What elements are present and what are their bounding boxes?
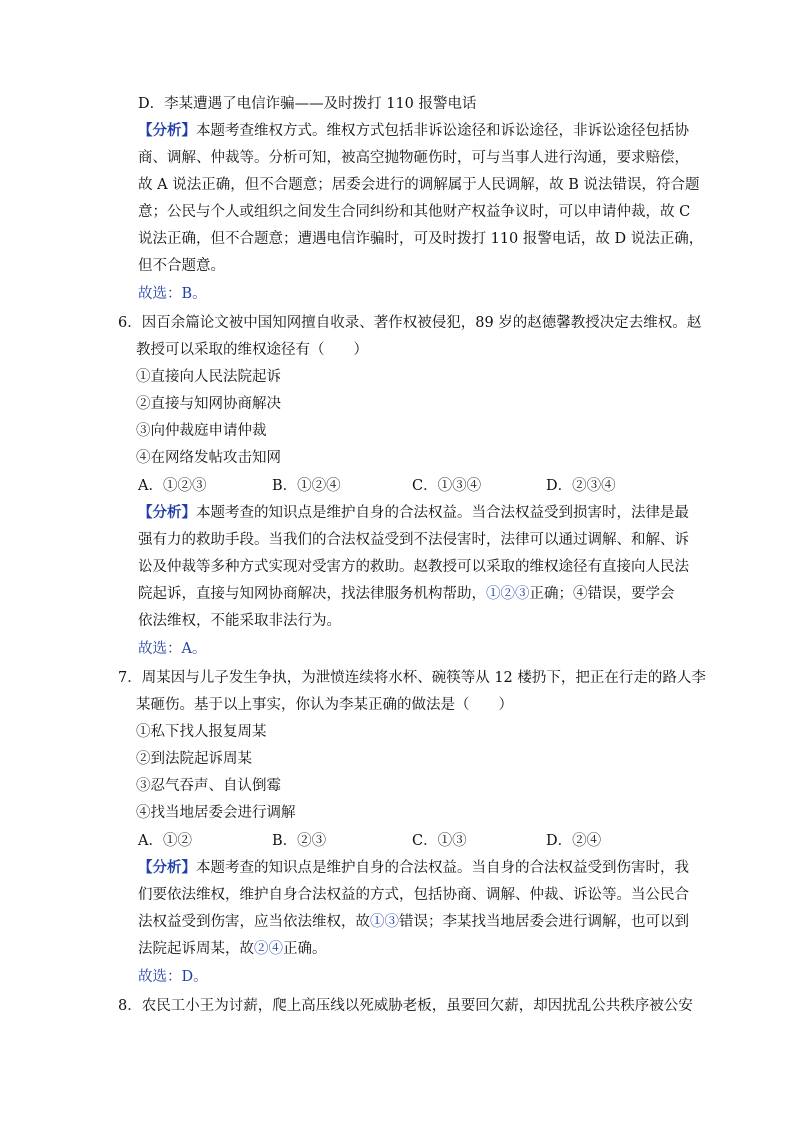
q8-stem-line-1: 8．农民工小王为讨薪，爬上高压线以死威胁老板，虽要回欠薪，却因扰乱公共秩序被公安: [118, 998, 693, 1014]
q7-analysis-line-2: 们要依法维权，维护自身合法权益的方式，包括协商、调解、仲裁、诉讼等。当公民合: [138, 887, 689, 903]
q5-analysis-line-6: 但不合题意。: [138, 258, 225, 274]
analysis-tag: 【分析】: [138, 122, 196, 139]
q7-analysis-line-3: 法权益受到伤害，应当依法维权，故①③错误；李某找当地居委会进行调解，也可以到: [138, 914, 689, 930]
q5-analysis-line-3: 故 A 说法正确，但不合题意；居委会进行的调解属于人民调解，故 B 说法错误，符合题: [138, 177, 700, 193]
analysis-tag: 【分析】: [138, 504, 196, 521]
q6-stem-line-2: 教授可以采取的维权途径有（ ）: [136, 342, 368, 358]
q6-item-3: ③向仲裁庭申请仲裁: [136, 423, 267, 439]
q5-analysis-line-2: 商、调解、仲裁等。分析可知，被高空抛物砸伤时，可与当事人进行沟通，要求赔偿，: [138, 150, 689, 166]
q7-item-4: ④找当地居委会进行调解: [136, 805, 296, 821]
q6-analysis-line-3: 讼及仲裁等多种方式实现对受害方的救助。赵教授可以采取的维权途径有直接向人民法: [138, 559, 689, 575]
q6-item-2: ②直接与知网协商解决: [136, 396, 281, 412]
q6-option-c: C．①③④: [412, 478, 482, 494]
highlight-circled-numbers: ②④: [254, 941, 283, 957]
q7-option-d: D．②④: [546, 833, 602, 849]
highlight-circled-numbers: ①③: [370, 914, 399, 930]
q5-option-d: D．李某遭遇了电信诈骗——及时拨打 110 报警电话: [138, 96, 477, 112]
q6-item-4: ④在网络发帖攻击知网: [136, 450, 281, 466]
q7-analysis-line-4: 法院起诉周某，故②④正确。: [138, 941, 327, 957]
q6-analysis-line-5: 依法维权，不能采取非法行为。: [138, 613, 341, 629]
q6-analysis-line-4: 院起诉，直接与知网协商解决，找法律服务机构帮助，①②③正确；④错误，要学会: [138, 586, 675, 602]
q6-option-b: B．①②④: [272, 478, 341, 494]
q6-option-a: A．①②③: [138, 478, 207, 494]
q6-analysis-line-1: 【分析】本题考查的知识点是维护自身的合法权益。当合法权益受到损害时，法律是最: [138, 504, 689, 521]
q7-stem-line-1: 7．周某因与儿子发生争执，为泄愤连续将水杯、碗筷等从 12 楼扔下，把正在行走的路人李: [118, 670, 706, 686]
q7-option-c: C．①③: [412, 833, 467, 849]
analysis-tag: 【分析】: [138, 859, 196, 876]
q5-analysis-line-1: 【分析】本题考查维权方式。维权方式包括非诉讼途径和诉讼途径，非诉讼途径包括协: [138, 122, 689, 139]
q5-analysis-line-5: 说法正确，但不合题意；遭遇电信诈骗时，可及时拨打 110 报警电话，故 D 说法正确，: [138, 231, 704, 247]
q7-option-b: B．②③: [272, 833, 327, 849]
q7-answer: 故选：D。: [138, 969, 208, 985]
q7-item-2: ②到法院起诉周某: [136, 751, 252, 767]
q7-item-1: ①私下找人报复周某: [136, 724, 267, 740]
q7-item-3: ③忍气吞声、自认倒霉: [136, 778, 281, 794]
highlight-circled-numbers: ①②③: [486, 586, 530, 602]
q7-option-a: A．①②: [138, 833, 192, 849]
q6-analysis-line-2: 强有力的救助手段。当我们的合法权益受到不法侵害时，法律可以通过调解、和解、诉: [138, 532, 689, 548]
q6-option-d: D．②③④: [546, 478, 616, 494]
q6-item-1: ①直接向人民法院起诉: [136, 369, 281, 385]
q5-answer: 故选：B。: [138, 286, 207, 302]
q6-stem-line-1: 6．因百余篇论文被中国知网擅自收录、著作权被侵犯，89 岁的赵德馨教授决定去维权。赵: [118, 315, 702, 331]
q5-analysis-line-4: 意；公民与个人或组织之间发生合同纠纷和其他财产权益争议时，可以申请仲裁，故 C: [138, 204, 691, 220]
q7-stem-line-2: 某砸伤。基于以上事实，你认为李某正确的做法是（ ）: [136, 697, 513, 713]
q6-answer: 故选：A。: [138, 641, 207, 657]
q7-analysis-line-1: 【分析】本题考查的知识点是维护自身的合法权益。当自身的合法权益受到伤害时，我: [138, 859, 689, 876]
